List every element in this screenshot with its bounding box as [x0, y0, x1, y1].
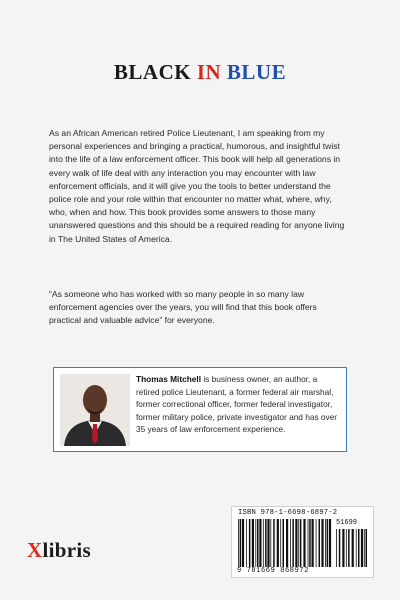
logo-x: X — [27, 538, 43, 562]
barcode-addon-bars — [336, 529, 369, 567]
isbn-text: ISBN 978-1-6698-6897-2 — [238, 509, 338, 517]
author-bio-text: is business owner, an author, a retired police Lieutenant, a former federal air marshal, former correctional officer, former federal investigator, former military police, private investigator and has over 35 years of law enforcement experience. — [136, 374, 338, 434]
publisher-logo — [27, 538, 91, 563]
barcode-ean-digits: 9 781669 868972 — [237, 567, 310, 575]
author-photo — [60, 374, 130, 446]
logo-rest: libris — [42, 538, 91, 562]
barcode-box — [231, 506, 374, 578]
barcode-bars — [238, 519, 333, 567]
blurb-paragraph-2: “As someone who has worked with so many people in so many law enforcement agencies over the years, you will find that this book offers practical and valuable advice” for everyone. — [49, 289, 317, 326]
book-title — [0, 60, 400, 85]
title-word-blue: BLUE — [226, 60, 287, 84]
author-box — [53, 367, 347, 452]
author-name: Thomas Mitchell — [136, 374, 202, 384]
author-bio — [136, 373, 342, 436]
barcode-addon-number: 51699 — [336, 519, 358, 527]
title-word-black: BLACK — [113, 60, 192, 84]
blurb-paragraph-1: As an African American retired Police Lieutenant, I am speaking from my personal experiences and bringing a practical, humorous, and insightful twist into the life of a law enforcement officer. This book will help all generations in every walk of life deal with any interaction you may encounter with law enforcement officials, and it will give you the tools to better understand the police role and your role within that encounter no matter what, where, why, who, when and how. This book provides some answers to those many unanswered questions and this should be a required reading for anyone living in The United States of America. — [49, 128, 345, 244]
title-word-in: IN — [196, 60, 222, 84]
